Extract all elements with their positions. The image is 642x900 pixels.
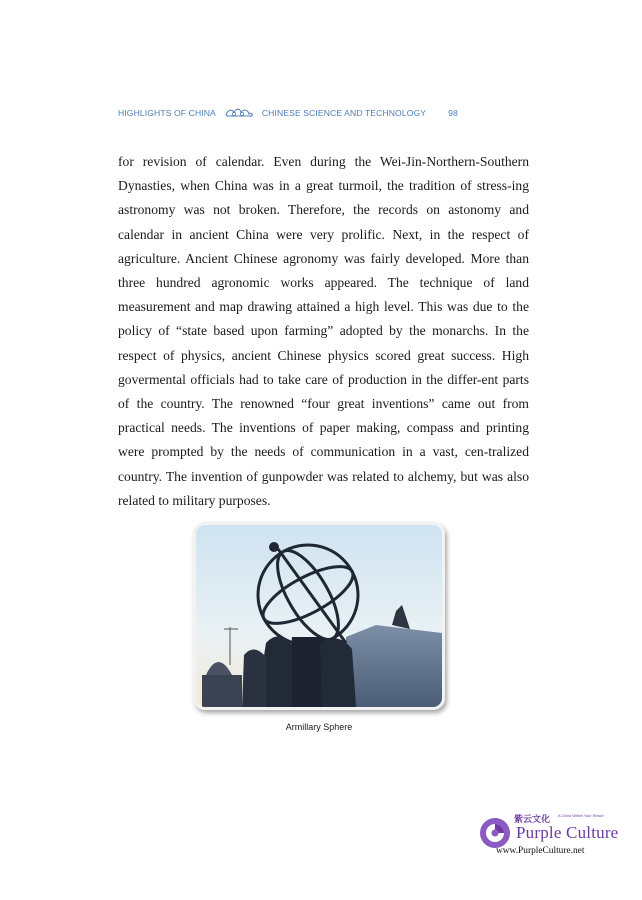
figure-caption: Armillary Sphere (285, 722, 353, 732)
cloud-ornament-icon (224, 106, 254, 120)
purple-culture-logo-icon (478, 816, 512, 850)
page-number: 98 (448, 108, 458, 118)
section-title: CHINESE SCIENCE AND TECHNOLOGY (261, 108, 427, 118)
brand-url: www.PurpleCulture.net (496, 846, 585, 856)
publisher-watermark (478, 812, 628, 862)
paragraph: for revision of calendar. Even during the Wei-Jin-Northern-Southern Dynasties, when China was in a great turmoil, the tradition of stress-ing astronomy was not broken. Therefore, the records on astonomy and calendar in ancient China were very prolific. Next, in the respect of agriculture. Ancient Chinese agronomy was fairly developed. More than three hundred agronomic works appeared. The technique of land measurement and map drawing attained a high level. This was due to the policy of “state based upon farming” adopted by the monarchs. In the respect of physics, ancient Chinese physics scored great success. High govermental officials had to take care of production in the differ-ent parts of the country. The renowned “four great inventions” came out from practical needs. The inventions of paper making, compass and printing were prompted by the needs of communication in a vast, cen-tralized country. The invention of gunpowder was related to alchemy, but was also related to military purposes. (118, 154, 529, 508)
armillary-sphere-image (196, 525, 442, 707)
armillary-sphere-photo (193, 522, 445, 710)
brand-name: Purple Culture (516, 823, 619, 842)
brand-chinese: 紫云文化 (514, 814, 551, 824)
body-text (118, 150, 529, 513)
book-title: HIGHLIGHTS OF CHINA (118, 108, 216, 118)
brand-tagline: A China Within Your Reach (558, 814, 604, 818)
running-header (118, 104, 538, 122)
